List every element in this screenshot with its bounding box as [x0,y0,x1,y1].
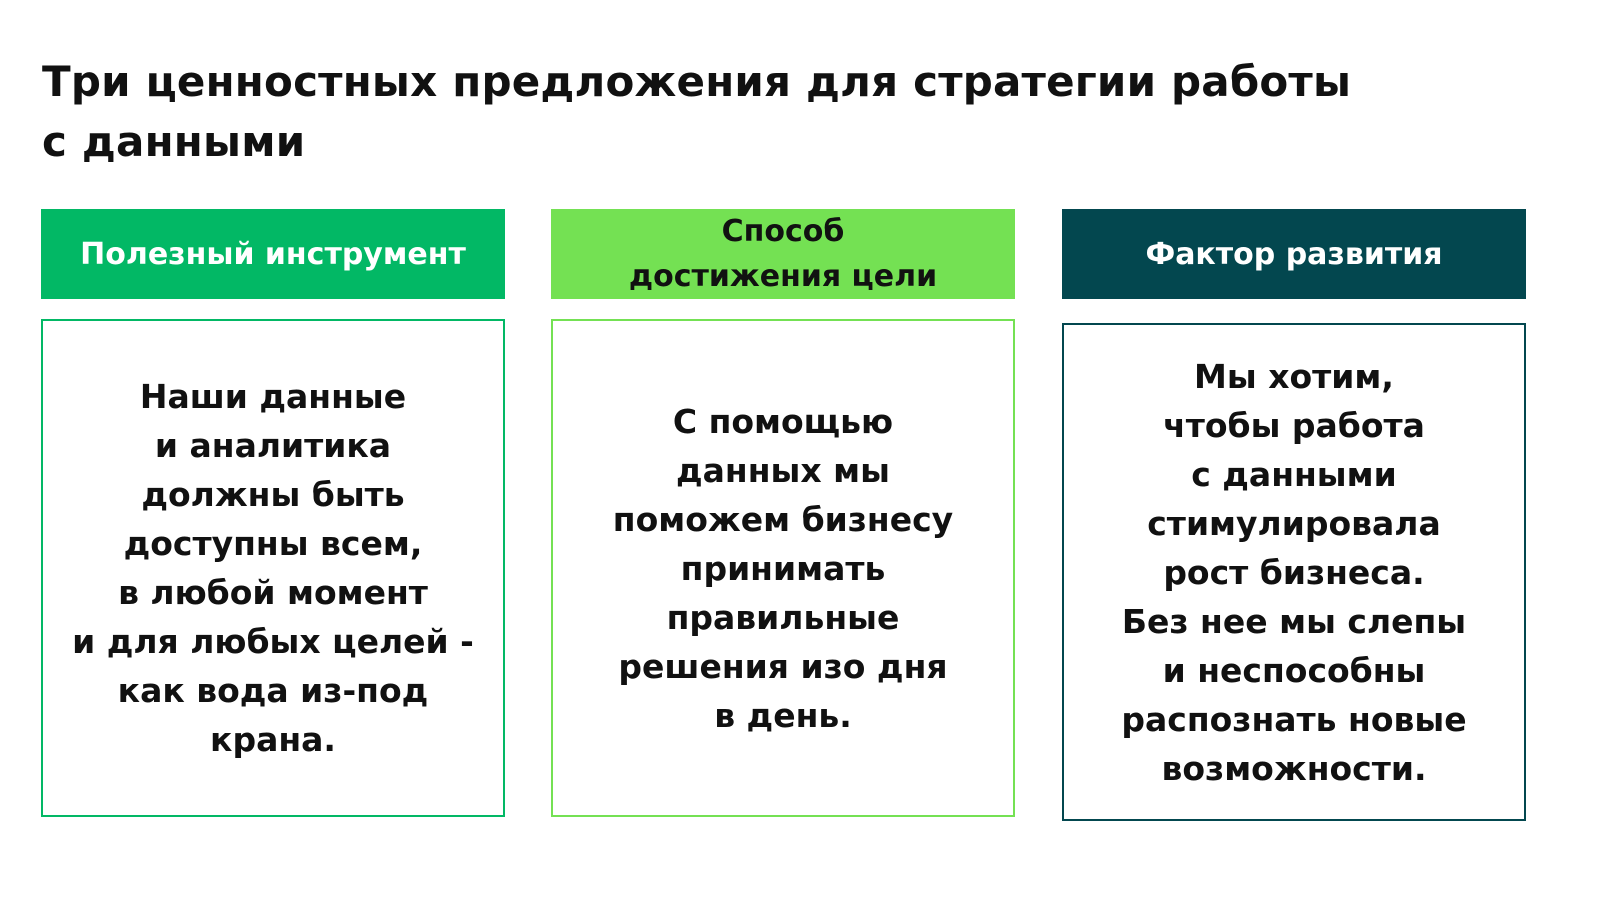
body-line: Мы хотим, [1194,356,1394,396]
title-line-2: с данными [42,117,306,166]
body-line: принимать [680,548,886,588]
body-line: данных мы [676,450,890,490]
header-line: Полезный инструмент [80,236,466,272]
column-header [41,209,505,299]
body-line: должны быть [141,475,405,514]
body-line: решения изо дня [618,646,948,686]
body-line: возможности. [1161,748,1427,788]
body-line: С помощью [672,401,894,441]
column-body [551,319,1015,817]
column-header [1062,209,1526,299]
body-line: поможем бизнесу [612,499,954,539]
body-line: стимулировала [1147,503,1441,543]
body-line: крана. [210,720,336,759]
header-line: Способ [721,214,845,249]
body-line: и для любых целей - [72,622,474,661]
body-line: правильные [666,597,900,637]
body-line: Без нее мы слепы [1121,601,1467,641]
body-line: чтобы работа [1163,405,1425,445]
body-line: в день. [714,695,852,735]
title-line-1: Три ценностных предложения для стратегии работы [42,57,1352,106]
body-line: доступны всем, [123,524,423,563]
body-line: и неспособны [1162,650,1426,690]
body-line: распознать новые [1121,699,1467,739]
column-body [1062,323,1526,821]
body-line: как вода из-под [117,671,429,710]
header-line: достижения цели [628,259,938,294]
body-line: в любой момент [118,573,428,612]
page-title [42,52,1352,172]
header-line: Фактор развития [1145,236,1443,272]
column-header [551,209,1015,299]
column-body [41,319,505,817]
body-line: Наши данные [139,377,407,416]
body-line: и аналитика [154,426,392,465]
body-line: с данными [1191,454,1397,494]
body-line: рост бизнеса. [1163,552,1425,592]
